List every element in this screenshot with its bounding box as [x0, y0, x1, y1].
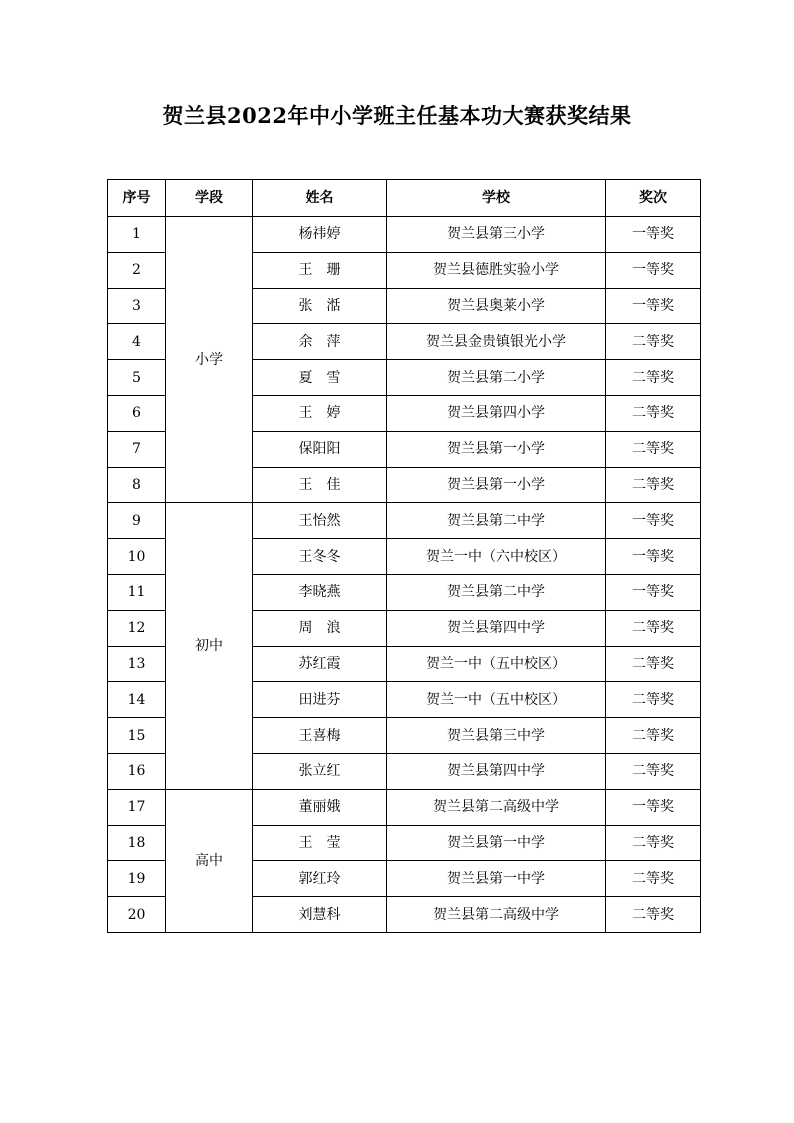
row-award: 一等奖 — [606, 574, 701, 610]
row-school: 贺兰一中（六中校区） — [387, 539, 606, 575]
row-index: 7 — [108, 431, 166, 467]
table-row — [108, 789, 701, 825]
row-school: 贺兰县第二高级中学 — [387, 789, 606, 825]
row-school: 贺兰县第三小学 — [387, 217, 606, 253]
header-index: 序号 — [108, 180, 166, 217]
row-award: 一等奖 — [606, 789, 701, 825]
row-school: 贺兰县第二小学 — [387, 360, 606, 396]
row-school: 贺兰县第三中学 — [387, 718, 606, 754]
row-name: 郭红玲 — [253, 861, 387, 897]
row-index: 4 — [108, 324, 166, 360]
row-school: 贺兰县第四中学 — [387, 610, 606, 646]
row-name: 王喜梅 — [253, 718, 387, 754]
table-body — [108, 217, 701, 933]
row-school: 贺兰县第二高级中学 — [387, 897, 606, 933]
row-award: 二等奖 — [606, 467, 701, 503]
table-row — [108, 503, 701, 539]
row-school: 贺兰县金贵镇银光小学 — [387, 324, 606, 360]
row-award: 一等奖 — [606, 217, 701, 253]
stage-cell: 小学 — [166, 217, 253, 503]
header-award: 奖次 — [606, 180, 701, 217]
row-name: 王 婷 — [253, 395, 387, 431]
row-award: 二等奖 — [606, 682, 701, 718]
row-award: 二等奖 — [606, 897, 701, 933]
row-index: 13 — [108, 646, 166, 682]
header-school: 学校 — [387, 180, 606, 217]
document-title: 贺兰县2022年中小学班主任基本功大赛获奖结果 — [162, 103, 632, 128]
row-award: 一等奖 — [606, 503, 701, 539]
row-name: 田进芬 — [253, 682, 387, 718]
row-index: 12 — [108, 610, 166, 646]
row-index: 6 — [108, 395, 166, 431]
row-name: 夏 雪 — [253, 360, 387, 396]
row-school: 贺兰县第一中学 — [387, 825, 606, 861]
stage-cell: 高中 — [166, 789, 253, 932]
row-award: 二等奖 — [606, 718, 701, 754]
row-index: 5 — [108, 360, 166, 396]
row-index: 8 — [108, 467, 166, 503]
row-award: 二等奖 — [606, 324, 701, 360]
row-award: 二等奖 — [606, 861, 701, 897]
row-school: 贺兰县第一中学 — [387, 861, 606, 897]
row-index: 1 — [108, 217, 166, 253]
row-name: 董丽娥 — [253, 789, 387, 825]
row-name: 周 浪 — [253, 610, 387, 646]
row-school: 贺兰县第四小学 — [387, 395, 606, 431]
row-school: 贺兰县第二中学 — [387, 503, 606, 539]
header-stage: 学段 — [166, 180, 253, 217]
row-name: 王怡然 — [253, 503, 387, 539]
row-index: 16 — [108, 753, 166, 789]
row-name: 张 湉 — [253, 288, 387, 324]
row-name: 杨祎婷 — [253, 217, 387, 253]
row-index: 18 — [108, 825, 166, 861]
row-school: 贺兰一中（五中校区） — [387, 646, 606, 682]
row-award: 二等奖 — [606, 753, 701, 789]
row-school: 贺兰县奥莱小学 — [387, 288, 606, 324]
row-index: 15 — [108, 718, 166, 754]
row-index: 14 — [108, 682, 166, 718]
row-index: 3 — [108, 288, 166, 324]
row-award: 二等奖 — [606, 360, 701, 396]
row-index: 2 — [108, 252, 166, 288]
row-name: 王 佳 — [253, 467, 387, 503]
row-school: 贺兰县第四中学 — [387, 753, 606, 789]
row-award: 二等奖 — [606, 395, 701, 431]
row-name: 张立红 — [253, 753, 387, 789]
row-award: 一等奖 — [606, 288, 701, 324]
row-name: 李晓燕 — [253, 574, 387, 610]
row-school: 贺兰县第一小学 — [387, 467, 606, 503]
row-index: 10 — [108, 539, 166, 575]
row-index: 11 — [108, 574, 166, 610]
row-name: 苏红霞 — [253, 646, 387, 682]
row-index: 9 — [108, 503, 166, 539]
row-school: 贺兰县第一小学 — [387, 431, 606, 467]
row-name: 王 珊 — [253, 252, 387, 288]
row-name: 刘慧科 — [253, 897, 387, 933]
row-school: 贺兰县德胜实验小学 — [387, 252, 606, 288]
row-name: 王 莹 — [253, 825, 387, 861]
table-header-row — [108, 180, 701, 217]
table-row — [108, 217, 701, 253]
row-name: 保阳阳 — [253, 431, 387, 467]
row-school: 贺兰县第二中学 — [387, 574, 606, 610]
row-name: 王冬冬 — [253, 539, 387, 575]
row-award: 一等奖 — [606, 252, 701, 288]
row-index: 17 — [108, 789, 166, 825]
row-award: 二等奖 — [606, 431, 701, 467]
row-index: 20 — [108, 897, 166, 933]
row-award: 一等奖 — [606, 539, 701, 575]
row-award: 二等奖 — [606, 646, 701, 682]
header-name: 姓名 — [253, 180, 387, 217]
row-award: 二等奖 — [606, 825, 701, 861]
stage-cell: 初中 — [166, 503, 253, 789]
results-table — [107, 179, 701, 933]
row-award: 二等奖 — [606, 610, 701, 646]
row-school: 贺兰一中（五中校区） — [387, 682, 606, 718]
row-index: 19 — [108, 861, 166, 897]
row-name: 余 萍 — [253, 324, 387, 360]
